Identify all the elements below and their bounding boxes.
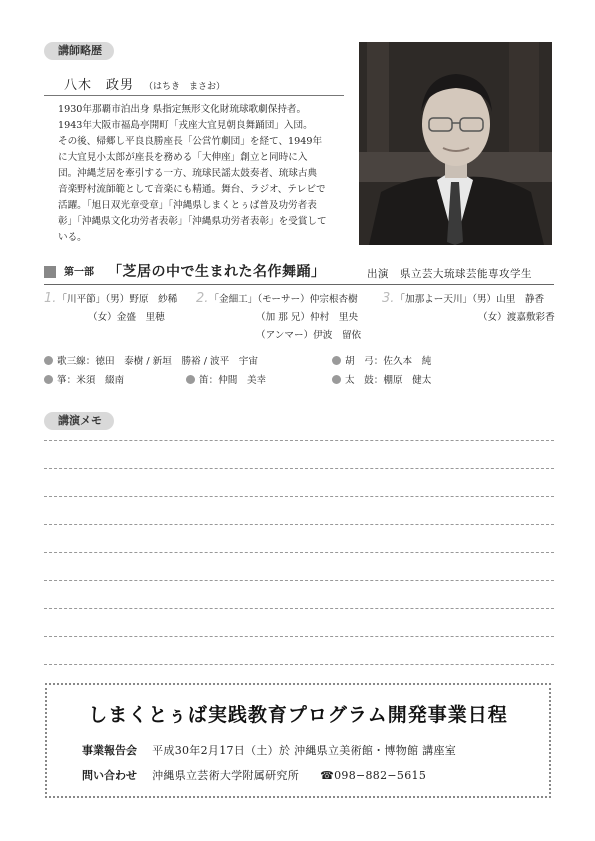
- memo-line: [44, 580, 554, 581]
- musician-names: 仲間 美幸: [218, 375, 267, 386]
- program-cast: （アンマー）伊波 留依: [256, 330, 362, 341]
- musician-row: 歌三線：徳田 泰樹 / 新垣 勝裕 / 波平 宇宙: [44, 353, 258, 367]
- memo-section-label: 講演メモ: [44, 412, 114, 430]
- report-meeting-row: [82, 739, 456, 758]
- musician-names: 徳田 泰樹 / 新垣 勝裕 / 波平 宇宙: [95, 356, 258, 367]
- program-item: [44, 292, 177, 325]
- contact-phone[interactable]: ☎098−882−5615: [320, 769, 427, 782]
- bio-line: 彰」「沖縄県文化功労者表彰」「沖縄県功労者表彰」を受賞して: [58, 216, 327, 227]
- bio-line: 1930年那覇市泊出身 県指定無形文化財琉球歌劇保持者。: [58, 104, 307, 115]
- instructor-section-label: 講師略歴: [44, 42, 114, 60]
- contact-label: 問い合わせ: [82, 769, 137, 782]
- musician-role: 太 鼓: [345, 375, 374, 386]
- bio-line: 団。沖縄芝居を牽引する一方、琉球民謡太鼓奏者、琉球古典: [58, 168, 318, 179]
- program-title: 「川平節」: [57, 294, 106, 305]
- part1-label: 第一部: [64, 267, 94, 278]
- program-cast: （男）山里 静香: [472, 294, 545, 305]
- bio-line: 音楽野村流師範として音楽にも精通。舞台、ラジオ、テレビで: [58, 184, 326, 195]
- musician-names: 佐久本 純: [383, 356, 432, 367]
- instructor-portrait-photo: [359, 42, 552, 245]
- part1-title: 「芝居の中で生まれた名作舞踊」: [108, 264, 326, 280]
- program-number: 2.: [196, 291, 209, 306]
- musician-names: 棚原 健太: [383, 375, 432, 386]
- program-number: 3.: [382, 291, 395, 306]
- bullet-icon: [44, 375, 53, 384]
- memo-line: [44, 664, 554, 665]
- musician-row: 箏：米須 綴南: [44, 372, 124, 386]
- instructor-name: 八木 政男: [64, 78, 135, 93]
- musician-role: 歌三線: [57, 356, 86, 367]
- program-item: [196, 292, 361, 343]
- program-cast: （女）金盛 里穂: [88, 312, 165, 323]
- bio-line: いる。: [58, 232, 87, 243]
- bio-line: 活躍。「旭日双光章受章」「沖縄県しまくとぅば普及功労者表: [58, 200, 317, 211]
- instructor-name-line: [44, 74, 344, 96]
- part1-performers: 出演 県立芸大琉球芸能専攻学生: [367, 268, 532, 280]
- bullet-icon: [332, 375, 341, 384]
- bio-line: に大宜見小太郎が座長を務める「大伸座」創立と同時に入: [58, 152, 308, 163]
- memo-line: [44, 608, 554, 609]
- musician-row: 笛：仲間 美幸: [186, 372, 266, 386]
- program-cast: （男）野原 紗稀: [105, 294, 178, 305]
- memo-line: [44, 440, 554, 441]
- program-title: 「加那よー天川」: [395, 294, 473, 305]
- instructor-name-reading: （はちき まさお）: [144, 82, 226, 92]
- memo-line: [44, 524, 554, 525]
- bullet-icon: [186, 375, 195, 384]
- musician-role: 胡 弓: [345, 356, 374, 367]
- bio-line: 1943年大阪市福島亭開町「戎座大宜見朝良舞踊団」入団。: [58, 120, 313, 131]
- bullet-icon: [332, 356, 341, 365]
- musician-role: 箏: [57, 375, 67, 386]
- program-item: [382, 292, 555, 325]
- contact-row: [82, 764, 426, 783]
- program-cast: （加 那 兄）仲村 里央: [256, 312, 359, 323]
- section-marker-square: [44, 266, 56, 278]
- report-text: 平成30年2月17日（土）於 沖縄県立美術館・博物館 講座室: [152, 744, 457, 757]
- report-label: 事業報告会: [82, 744, 137, 757]
- instructor-bio: [58, 102, 350, 246]
- memo-line: [44, 468, 554, 469]
- bio-line: その後、帰郷し平良良勝座長「公営竹劇団」を経て、1949年: [58, 136, 323, 147]
- program-cast: （女）渡嘉敷彩香: [478, 312, 555, 323]
- memo-line: [44, 552, 554, 553]
- program-title: 「金細工」: [209, 294, 258, 305]
- contact-org: 沖縄県立芸術大学附属研究所: [152, 769, 299, 782]
- memo-line: [44, 636, 554, 637]
- bullet-icon: [44, 356, 53, 365]
- musician-row: 太 鼓：棚原 健太: [332, 372, 431, 386]
- musician-names: 米須 綴南: [76, 375, 125, 386]
- program-cast: （モーサー）仲宗根杏樹: [257, 294, 358, 305]
- program-number: 1.: [44, 291, 57, 306]
- divider: [44, 284, 554, 285]
- musician-role: 笛: [199, 375, 209, 386]
- footer-title: しまくとぅば実践教育プログラム開発事業日程: [88, 704, 508, 726]
- musician-row: 胡 弓：佐久本 純: [332, 353, 431, 367]
- memo-line: [44, 496, 554, 497]
